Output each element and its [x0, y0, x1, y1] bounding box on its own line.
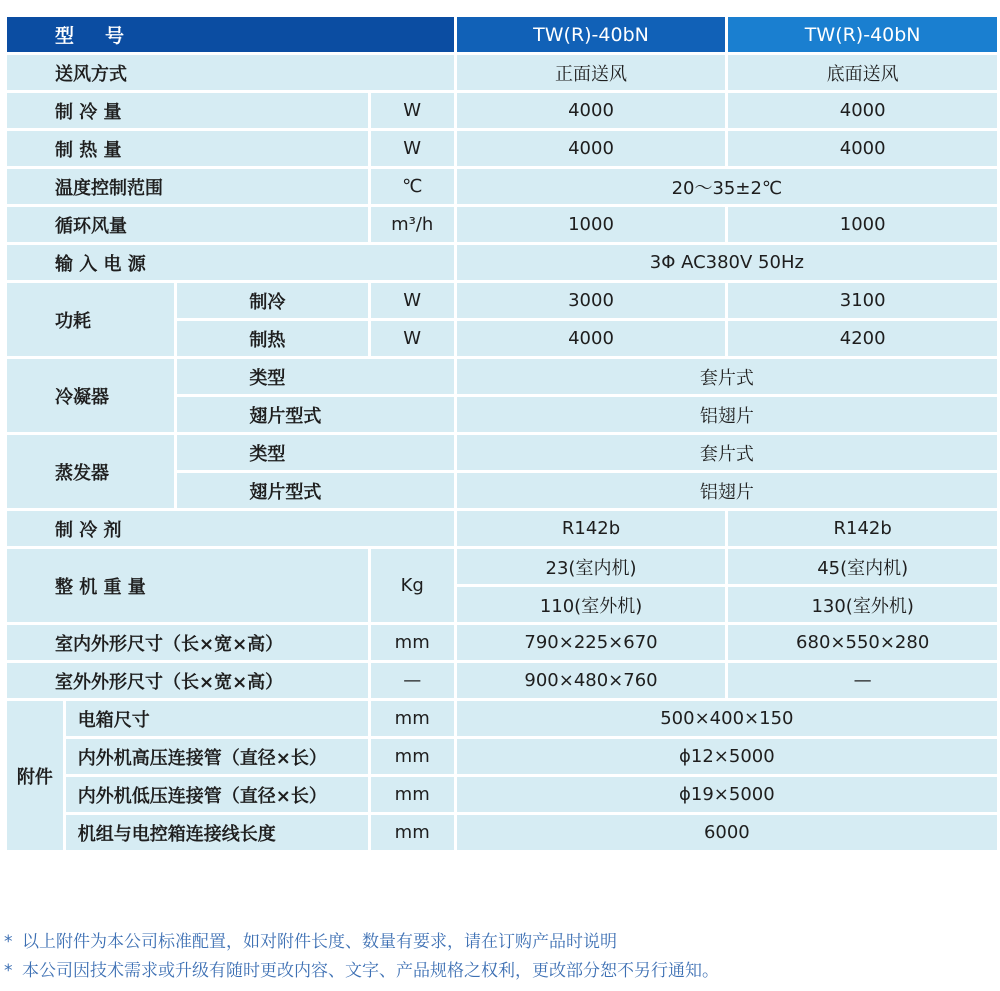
bullet-star: *	[4, 932, 13, 952]
cell-value: R142b	[728, 511, 997, 546]
cell-value: 铝翅片	[457, 473, 997, 508]
row-label: 温度控制范围	[7, 169, 368, 204]
header-model-label: 型 号	[7, 17, 454, 52]
row-label: 制 热 量	[7, 131, 368, 166]
cell-value: 6000	[457, 815, 997, 850]
table-row	[7, 511, 997, 546]
row-label: 制 冷 剂	[7, 511, 454, 546]
cell-unit: mm	[371, 625, 454, 660]
row-label: 电箱尺寸	[66, 701, 368, 736]
table-row	[7, 169, 997, 204]
cell-value: 3000	[457, 283, 726, 318]
cell-value: 4200	[728, 321, 997, 356]
cell-value: 4000	[728, 131, 997, 166]
table-row	[7, 207, 997, 242]
cell-value: 4000	[457, 93, 726, 128]
header-row	[7, 17, 997, 52]
cell-value: ϕ19×5000	[457, 777, 997, 812]
cell-unit: W	[371, 131, 454, 166]
cell-value: 900×480×760	[457, 663, 726, 698]
row-label: 输 入 电 源	[7, 245, 454, 280]
cell-unit: m³/h	[371, 207, 454, 242]
row-label: 室外外形尺寸（长×宽×高）	[7, 663, 368, 698]
table-row	[7, 283, 997, 318]
group-label: 功耗	[7, 283, 174, 356]
cell-unit: ℃	[371, 169, 454, 204]
cell-value: 680×550×280	[728, 625, 997, 660]
cell-value: 130(室外机)	[728, 587, 997, 622]
cell-value: 正面送风	[457, 55, 726, 90]
row-label: 室内外形尺寸（长×宽×高）	[7, 625, 368, 660]
cell-value: 4000	[457, 131, 726, 166]
footnote-text: 本公司因技术需求或升级有随时更改内容、文字、产品规格之权利，更改部分恕不另行通知。	[22, 961, 719, 981]
row-label: 内外机高压连接管（直径×长）	[66, 739, 368, 774]
cell-value: 套片式	[457, 435, 997, 470]
table-row	[7, 93, 997, 128]
bullet-star: *	[4, 961, 13, 981]
table-row	[7, 245, 997, 280]
cell-value: 790×225×670	[457, 625, 726, 660]
cell-value: 1000	[457, 207, 726, 242]
cell-unit: —	[371, 663, 454, 698]
cell-value: 铝翅片	[457, 397, 997, 432]
accessories-label: 附件	[7, 701, 63, 850]
row-label: 循环风量	[7, 207, 368, 242]
cell-value: —	[728, 663, 997, 698]
table-row	[7, 777, 997, 812]
cell-value: 3Φ AC380V 50Hz	[457, 245, 997, 280]
cell-unit: W	[371, 283, 454, 318]
cell-value: 500×400×150	[457, 701, 997, 736]
table-row	[7, 435, 997, 470]
cell-value: ϕ12×5000	[457, 739, 997, 774]
table-row	[7, 663, 997, 698]
cell-unit: W	[371, 93, 454, 128]
row-label: 送风方式	[7, 55, 454, 90]
cell-value: 3100	[728, 283, 997, 318]
cell-unit: mm	[371, 777, 454, 812]
cell-unit: Kg	[371, 549, 454, 622]
group-label: 蒸发器	[7, 435, 174, 508]
footnote	[4, 928, 719, 957]
cell-value: R142b	[457, 511, 726, 546]
table-row	[7, 55, 997, 90]
table-row	[7, 359, 997, 394]
cell-unit: mm	[371, 701, 454, 736]
cell-unit: mm	[371, 815, 454, 850]
footnotes	[4, 928, 719, 986]
spec-table	[4, 14, 1000, 853]
cell-value: 20～35±2℃	[457, 169, 997, 204]
sub-label: 类型	[177, 359, 453, 394]
table-row	[7, 739, 997, 774]
table-row	[7, 549, 997, 584]
cell-value: 23(室内机)	[457, 549, 726, 584]
header-model-2: TW(R)-40bN	[728, 17, 997, 52]
cell-value: 1000	[728, 207, 997, 242]
table-row	[7, 815, 997, 850]
cell-value: 45(室内机)	[728, 549, 997, 584]
row-label: 内外机低压连接管（直径×长）	[66, 777, 368, 812]
cell-value: 套片式	[457, 359, 997, 394]
sub-label: 制热	[177, 321, 367, 356]
row-label: 机组与电控箱连接线长度	[66, 815, 368, 850]
cell-value: 底面送风	[728, 55, 997, 90]
table-row	[7, 701, 997, 736]
sub-label: 翅片型式	[177, 473, 453, 508]
cell-value: 4000	[728, 93, 997, 128]
cell-value: 4000	[457, 321, 726, 356]
sub-label: 制冷	[177, 283, 367, 318]
cell-unit: W	[371, 321, 454, 356]
footnote-text: 以上附件为本公司标准配置，如对附件长度、数量有要求，请在订购产品时说明	[22, 932, 617, 952]
table-row	[7, 131, 997, 166]
sub-label: 类型	[177, 435, 453, 470]
row-label: 整 机 重 量	[7, 549, 368, 622]
group-label: 冷凝器	[7, 359, 174, 432]
header-model-1: TW(R)-40bN	[457, 17, 726, 52]
cell-unit: mm	[371, 739, 454, 774]
row-label: 制 冷 量	[7, 93, 368, 128]
cell-value: 110(室外机)	[457, 587, 726, 622]
footnote	[4, 957, 719, 986]
table-row	[7, 625, 997, 660]
sub-label: 翅片型式	[177, 397, 453, 432]
